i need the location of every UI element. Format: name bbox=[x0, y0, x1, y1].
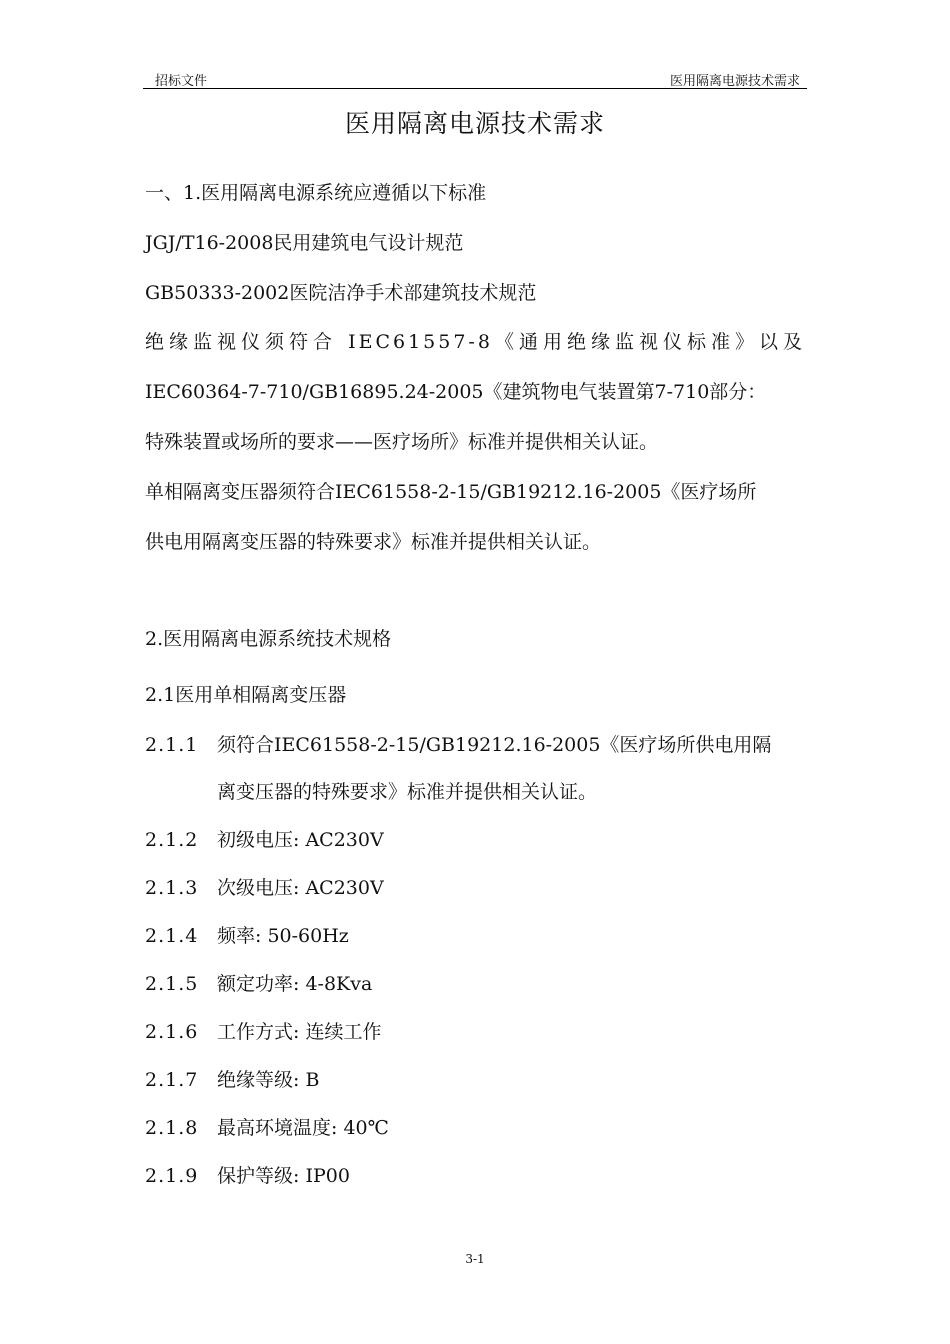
spec-text: 绝缘等级: B bbox=[217, 1069, 320, 1091]
spec-num: 2.1.5 bbox=[145, 973, 199, 995]
para1-line3: 特殊装置或场所的要求——医疗场所》标准并提供相关认证。 bbox=[145, 431, 659, 453]
spec-text: 额定功率: 4-8Kva bbox=[217, 973, 373, 995]
page-number: 3-1 bbox=[465, 1252, 485, 1266]
spec-item bbox=[145, 730, 771, 757]
spec-item bbox=[145, 1161, 350, 1188]
spec-num: 2.1.6 bbox=[145, 1021, 199, 1043]
spec-num: 2.1.9 bbox=[145, 1165, 199, 1187]
spec-item bbox=[145, 921, 349, 948]
header-right: 医用隔离电源技术需求 bbox=[669, 73, 800, 88]
spec-item-cont: 离变压器的特殊要求》标准并提供相关认证。 bbox=[217, 781, 598, 803]
spec-item bbox=[145, 1017, 381, 1044]
spec-text: 初级电压: AC230V bbox=[217, 829, 384, 851]
spec-item bbox=[145, 969, 372, 996]
spec-num: 2.1.3 bbox=[145, 877, 199, 899]
spec-text: 须符合IEC61558-2-15/GB19212.16-2005《医疗场所供电用隔 bbox=[217, 734, 772, 756]
spec-num: 2.1.8 bbox=[145, 1117, 199, 1139]
header-rule bbox=[143, 88, 807, 89]
spec-item bbox=[145, 873, 384, 900]
header-left: 招标文件 bbox=[155, 73, 208, 88]
page-title: 医用隔离电源技术需求 bbox=[344, 109, 605, 138]
spec-text: 保护等级: IP00 bbox=[217, 1165, 350, 1187]
section2-sub: 2.1医用单相隔离变压器 bbox=[145, 684, 347, 706]
section2-heading: 2.医用隔离电源系统技术规格 bbox=[145, 628, 392, 650]
spec-num: 2.1.4 bbox=[145, 925, 199, 947]
spec-text: 最高环境温度: 40℃ bbox=[217, 1117, 389, 1139]
spec-item bbox=[145, 825, 384, 852]
section1-heading: 一、1.医用隔离电源系统应遵循以下标准 bbox=[145, 182, 487, 204]
standard-jgj: JGJ/T16-2008民用建筑电气设计规范 bbox=[145, 232, 464, 254]
para2-line1: 单相隔离变压器须符合IEC61558-2-15/GB19212.16-2005《医疗场所 bbox=[145, 481, 757, 503]
spec-num: 2.1.7 bbox=[145, 1069, 199, 1091]
para1-line2: IEC60364-7-710/GB16895.24-2005《建筑物电气装置第7-710部分： bbox=[145, 381, 767, 403]
spec-item bbox=[145, 1065, 319, 1092]
spec-text: 频率: 50-60Hz bbox=[217, 925, 349, 947]
para2-line2: 供电用隔离变压器的特殊要求》标准并提供相关认证。 bbox=[145, 531, 602, 553]
spec-text: 次级电压: AC230V bbox=[217, 877, 384, 899]
spec-item bbox=[145, 1113, 389, 1140]
spec-text: 工作方式: 连续工作 bbox=[217, 1021, 382, 1043]
spec-num: 2.1.1 bbox=[145, 734, 199, 756]
para1-line1: 绝缘监视仪须符合 IEC61557-8《通用绝缘监视仪标准》以及 bbox=[145, 331, 805, 353]
spec-num: 2.1.2 bbox=[145, 829, 199, 851]
standard-gb50333: GB50333-2002医院洁净手术部建筑技术规范 bbox=[145, 282, 537, 304]
